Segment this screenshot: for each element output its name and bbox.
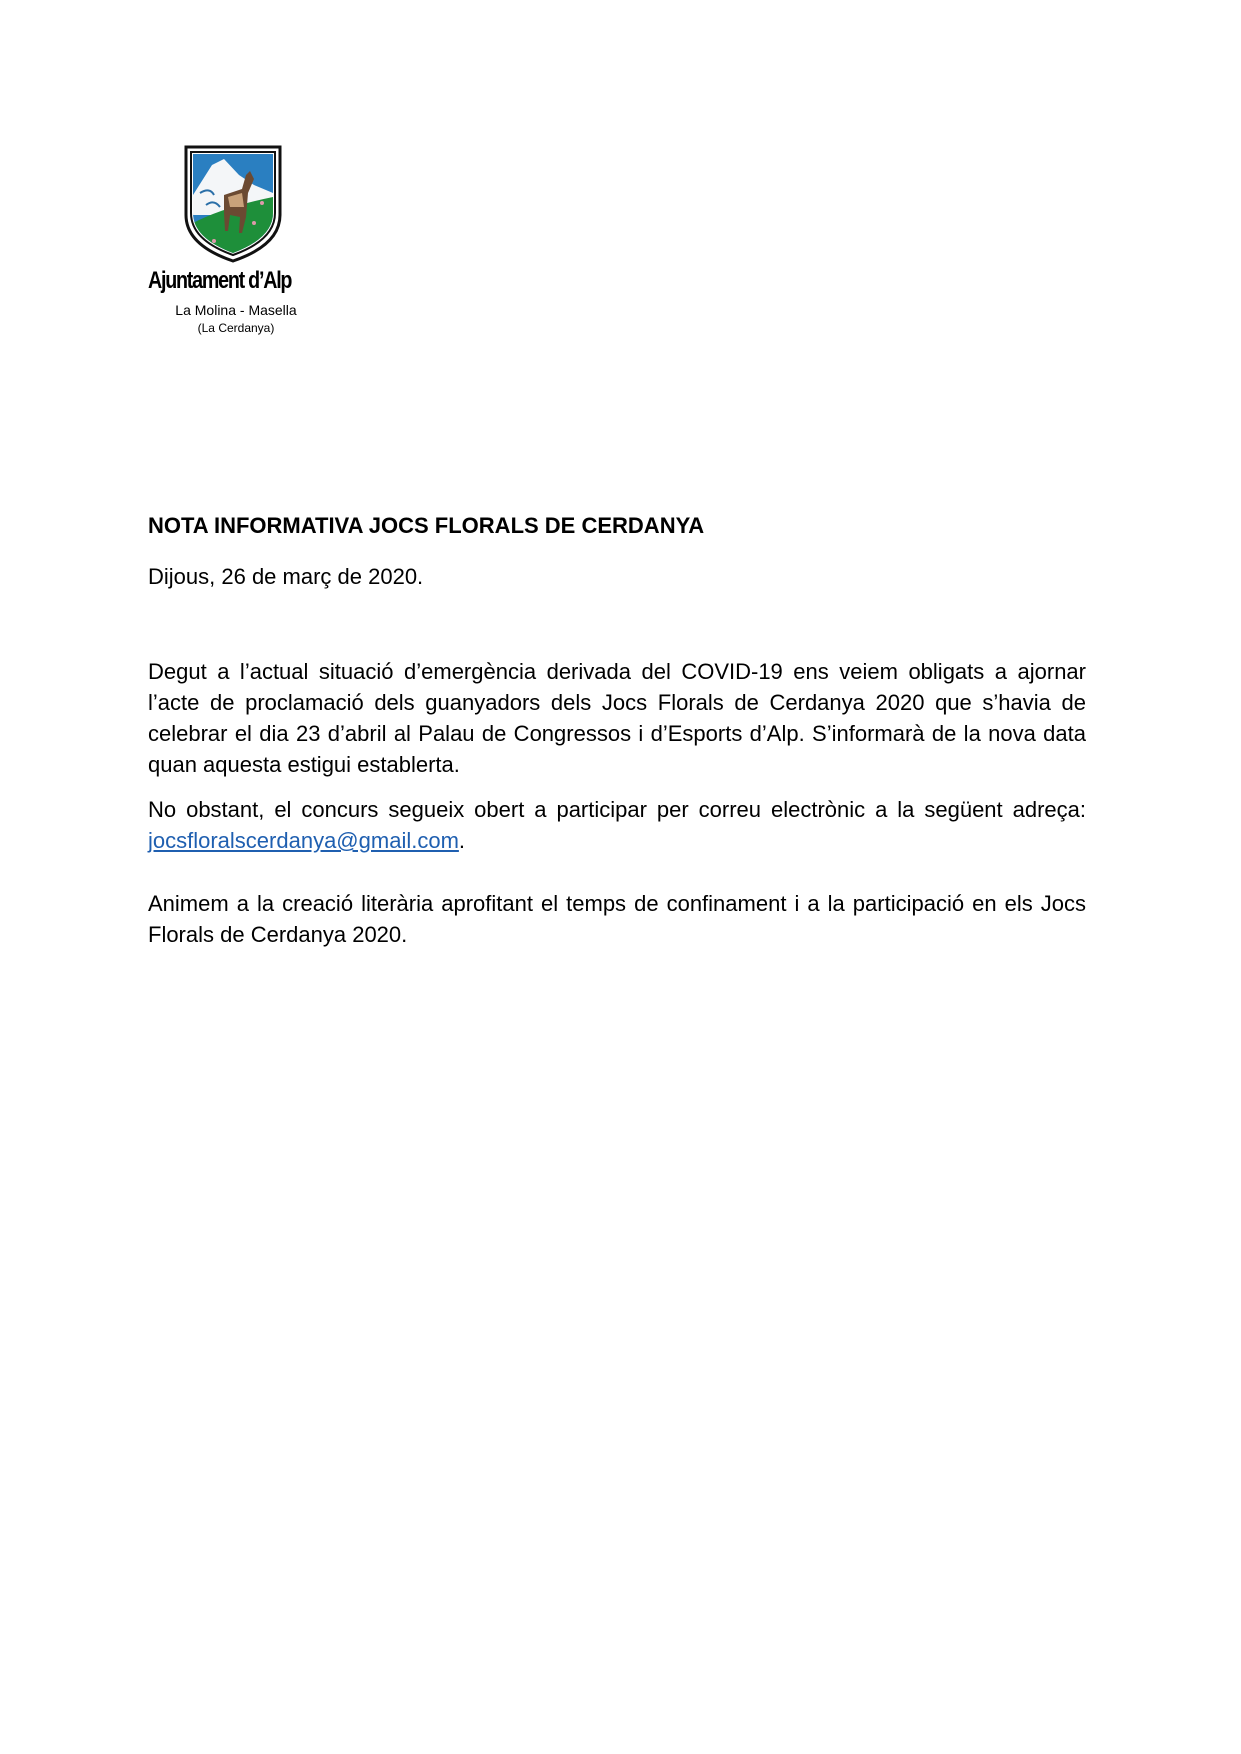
document-date: Dijous, 26 de març de 2020. — [148, 564, 424, 589]
paragraph-contact — [148, 794, 1086, 856]
paragraph-contact-text: No obstant, el concurs segueix obert a participar per correu electrònic a la següent adreça: — [148, 797, 1086, 822]
paragraph-announcement: Degut a l’actual situació d’emergència derivada del COVID-19 ens veiem obligats a ajornar l’acte de proclamació dels guanyadors dels Jocs Florals de Cerdanya 2020 que s’havia de celebrar el dia 23 d’abril al Palau de Congressos i d’Esports d’Alp. S’informarà de la nova data quan aquesta estigui establerta. — [148, 659, 1086, 777]
paragraph-contact-end: . — [458, 828, 466, 853]
municipality-region: (La Cerdanya) — [197, 321, 275, 335]
municipality-name: Ajuntament d’Alp — [148, 267, 292, 294]
document-body — [148, 510, 1086, 964]
paragraph-encouragement: Animem a la creació literària aprofitant el temps de confinament i a la participació en els Jocs Florals de Cerdanya 2020. — [148, 891, 1086, 947]
coat-of-arms-icon — [184, 145, 282, 263]
document-title: NOTA INFORMATIVA JOCS FLORALS DE CERDANYA — [148, 513, 705, 538]
email-link[interactable]: jocsfloralscerdanya@gmail.com — [148, 828, 459, 853]
municipality-subtitle: La Molina - Masella — [175, 302, 297, 318]
